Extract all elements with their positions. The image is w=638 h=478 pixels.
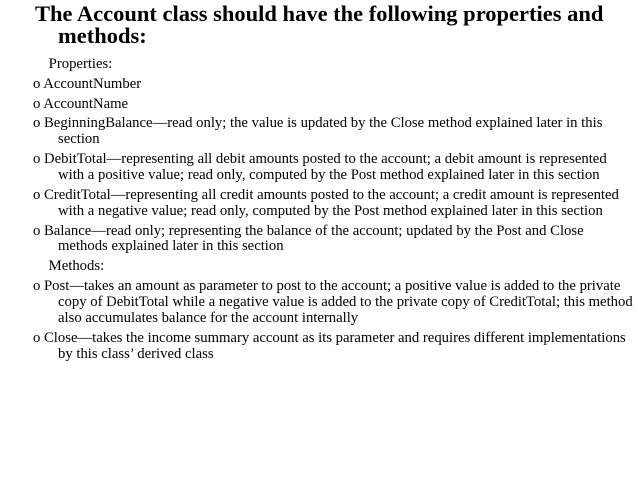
list-bullet: o [33,95,41,112]
list-item-text: Post—takes an amount as parameter to post to the account; a positive value is added to the private copy of DebitTotal while a negative value is added to the private copy of CreditTotal; this method also accumulates balance for the account internally [44,278,633,326]
list-bullet: o [33,329,41,346]
list-bullet: o [33,151,41,168]
list-item-text: AccountName [43,95,129,112]
slide-body [33,57,633,366]
section-heading-label: Methods: [48,258,105,275]
section-heading-methods [33,259,633,275]
section-heading-properties [33,57,633,73]
list-item-text: CreditTotal—representing all credit amounts posted to the account; a credit amount is represented with a negative value; read only, computed by the Post method explained later in this section [44,186,619,219]
list-item [33,97,633,113]
list-item [33,116,633,148]
list-item [33,279,633,327]
list-bullet: o [33,222,41,239]
list-item [33,224,633,256]
list-item [33,331,633,363]
list-bullet: o [33,278,41,294]
list-bullet: o [33,186,41,203]
list-bullet: o [33,75,41,92]
list-item-text: Close—takes the income summary account as its parameter and requires different implementations by this class’ derived class [44,329,626,362]
slide-title: The Account class should have the following properties and methods: [35,1,604,48]
list-item [33,152,633,184]
list-bullet: o [33,115,41,132]
section-heading-label: Properties: [48,56,113,72]
list-item [33,188,633,220]
list-item [33,77,633,93]
list-item-text: AccountNumber [43,75,142,92]
list-item-text: BeginningBalance—read only; the value is updated by the Close method explained later in this section [44,115,603,148]
list-item-text: DebitTotal—representing all debit amounts posted to the account; a debit amount is represented with a positive value; read only, computed by the Post method explained later in this section [44,151,607,183]
list-item-text: Balance—read only; representing the balance of the account; updated by the Post and Close methods explained later in this section [44,222,584,255]
